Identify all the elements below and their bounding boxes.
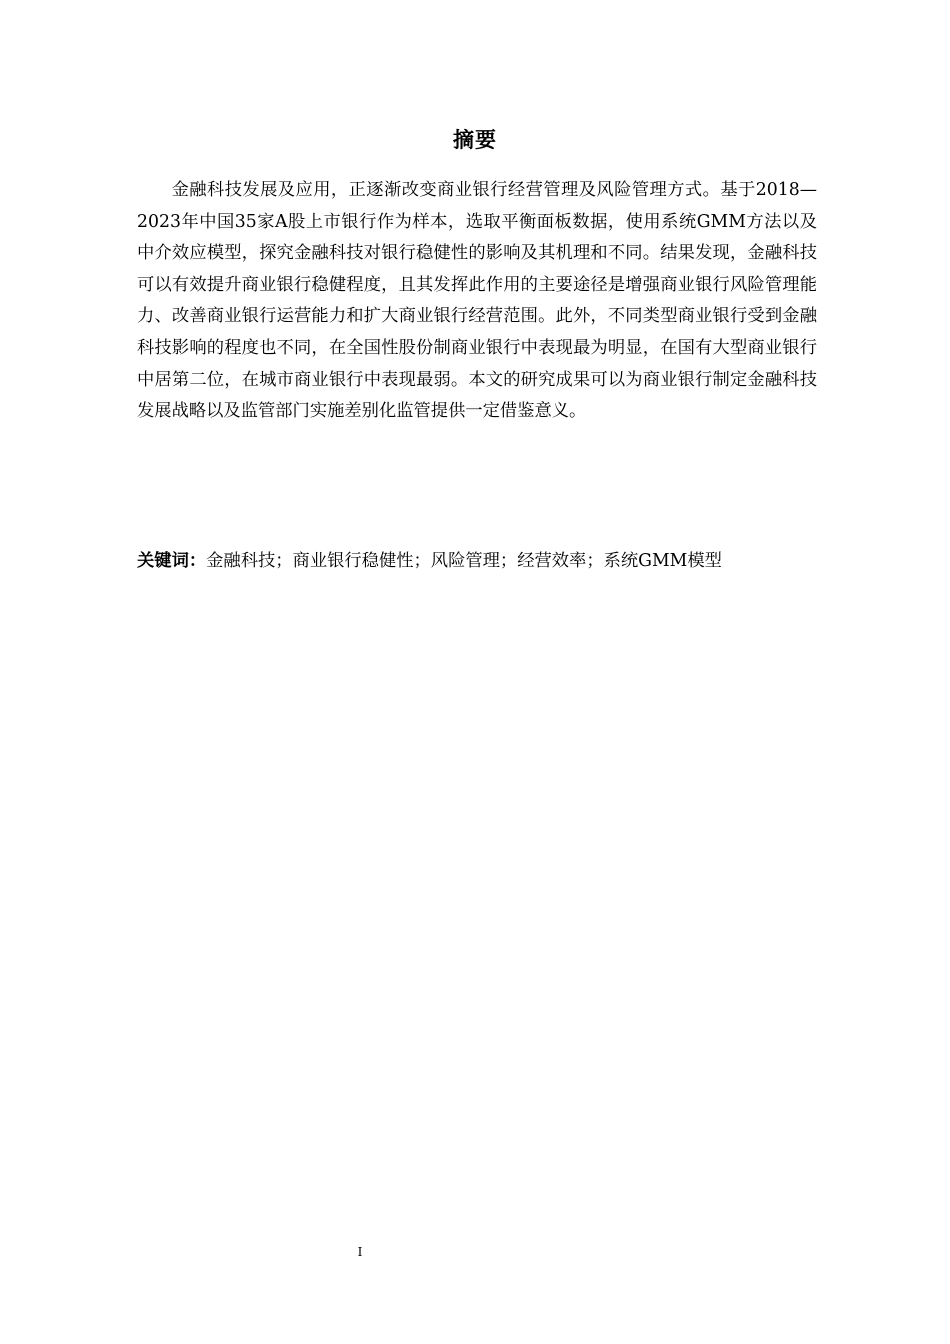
keywords-line [137,546,817,577]
abstract-paragraph: 金融科技发展及应用，正逐渐改变商业银行经营管理及风险管理方式。基于2018—2023年中国35家A股上市银行作为样本，选取平衡面板数据，使用系统GMM方法以及中介效应模型，探究金融科技对银行稳健性的影响及其机理和不同。结果发现，金融科技可以有效提升商业银行稳健程度，且其发挥此作用的主要途径是增强商业银行风险管理能力、改善商业银行运营能力和扩大商业银行经营范围。此外，不同类型商业银行受到金融科技影响的程度也不同，在全国性股份制商业银行中表现最为明显，在国有大型商业银行中居第二位，在城市商业银行中表现最弱。本文的研究成果可以为商业银行制定金融科技发展战略以及监管部门实施差别化监管提供一定借鉴意义。 [137,180,817,422]
page-number: I [357,1245,363,1259]
abstract-title: 摘要 [453,128,497,152]
keywords-label: 关键词： [137,551,207,571]
keywords-text: 金融科技；商业银行稳健性；风险管理；经营效率；系统GMM模型 [206,551,722,571]
